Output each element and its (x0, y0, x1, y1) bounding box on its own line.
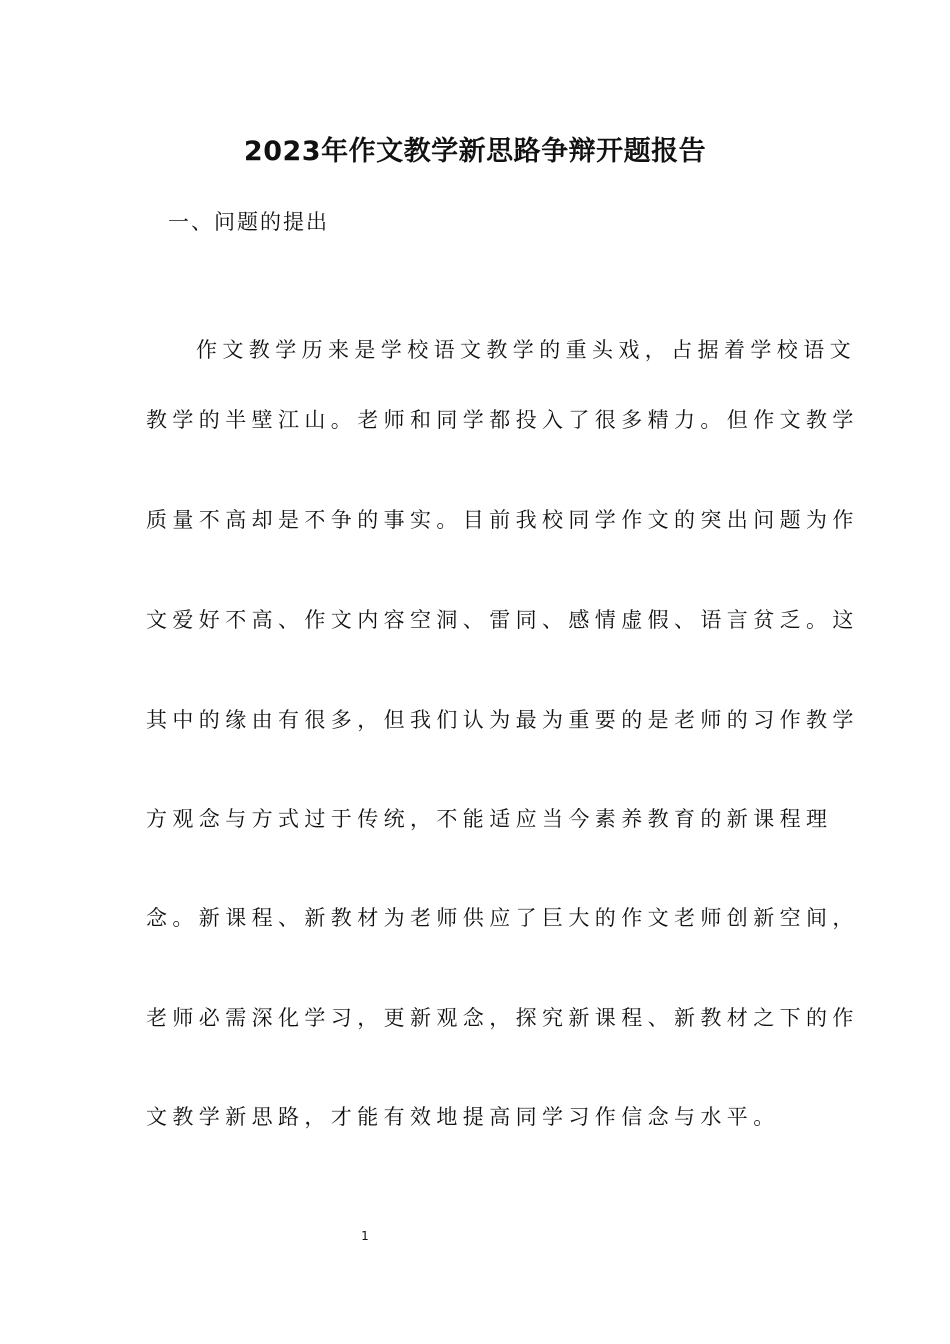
paragraph-line: 方观念与方式过于传统，不能适应当今素养教育的新课程理 (146, 807, 833, 831)
paragraph-line: 文教学新思路，才能有效地提高同学习作信念与水平。 (146, 1105, 780, 1129)
paragraph-line: 其中的缘由有很多，但我们认为最为重要的是老师的习作教学 (146, 708, 859, 732)
paragraph-line: 教学的半壁江山。老师和同学都投入了很多精力。但作文教学 (146, 408, 859, 432)
paragraph-line: 念。新课程、新教材为老师供应了巨大的作文老师创新空间， (146, 906, 859, 930)
paragraph-line: 质量不高却是不争的事实。目前我校同学作文的突出问题为作 (146, 508, 859, 532)
paragraph-line: 老师必需深化学习，更新观念，探究新课程、新教材之下的作 (146, 1006, 859, 1030)
paragraph-line: 作文教学历来是学校语文教学的重头戏，占据着学校语文 (196, 338, 856, 362)
paragraph-line: 文爱好不高、作文内容空洞、雷同、感情虚假、语言贫乏。这 (146, 608, 859, 632)
document-title: 2023年作文教学新思路争辩开题报告 (243, 136, 707, 167)
section-heading: 一、问题的提出 (168, 210, 329, 234)
page-number: 1 (361, 1229, 369, 1243)
